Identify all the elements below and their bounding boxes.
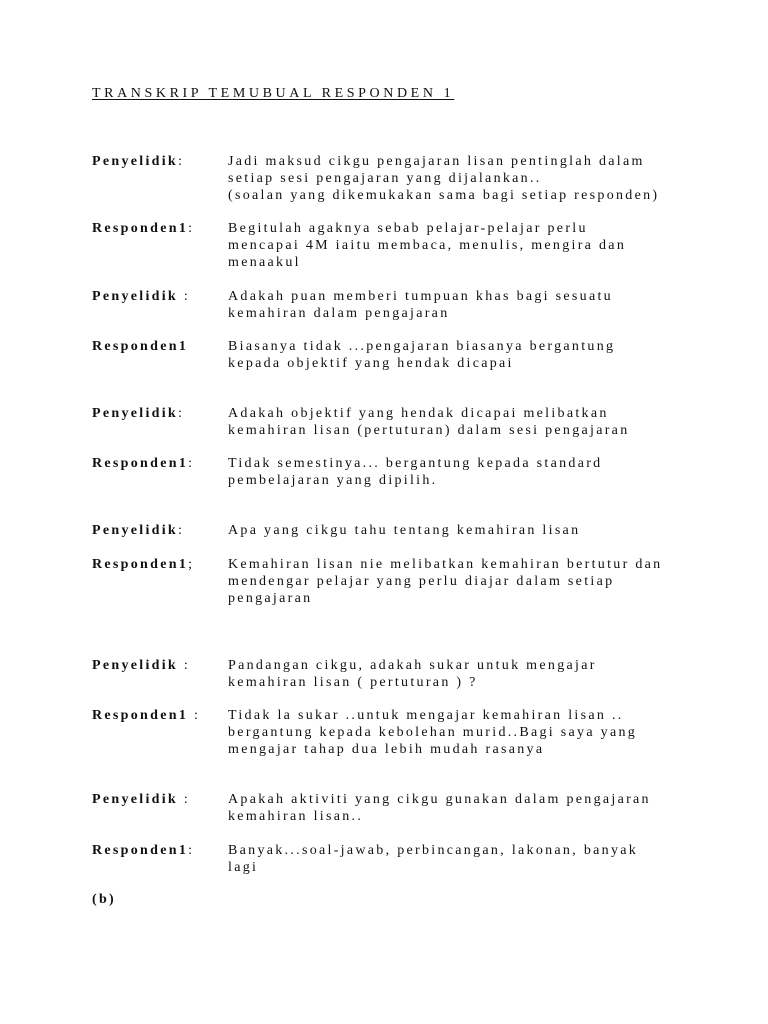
speaker-separator: : <box>178 406 185 421</box>
speaker-name: Responden1 <box>92 708 189 723</box>
utterance-line: Apakah aktiviti yang cikgu gunakan dalam pengajaran <box>228 792 651 807</box>
utterance-line: Apa yang cikgu tahu tentang kemahiran lisan <box>228 523 581 538</box>
utterance-line: bergantung kepada kebolehan murid..Bagi saya yang <box>228 725 638 740</box>
utterance-line: kemahiran lisan.. <box>228 809 364 824</box>
utterance-line: Tidak semestinya... bergantung kepada standard <box>228 456 603 471</box>
speaker-name: Responden1 <box>92 221 189 236</box>
utterance-text <box>228 288 698 322</box>
utterance-line: pembelajaran yang dipilih. <box>228 473 438 488</box>
speaker-separator: : <box>178 154 185 169</box>
speaker-label <box>92 707 200 724</box>
speaker-separator: : <box>178 792 191 807</box>
speaker-separator: : <box>188 843 195 858</box>
speaker-name: Responden1 <box>92 456 189 471</box>
speaker-name: Responden1 <box>92 843 189 858</box>
utterance-line: Jadi maksud cikgu pengajaran lisan pentinglah dalam <box>228 154 645 169</box>
utterance-line: kepada objektif yang hendak dicapai <box>228 356 514 371</box>
speaker-label <box>92 405 184 422</box>
utterance-line: setiap sesi pengajaran yang dijalankan.. <box>228 171 542 186</box>
utterance-line: Adakah puan memberi tumpuan khas bagi sesuatu <box>228 289 613 304</box>
utterance-line: Begitulah agaknya sebab pelajar-pelajar perlu <box>228 221 588 236</box>
utterance-text <box>228 842 698 876</box>
utterance-line: (soalan yang dikemukakan sama bagi setiap responden) <box>228 188 660 203</box>
speaker-label <box>92 455 194 472</box>
utterance-text <box>228 556 698 607</box>
utterance-text <box>228 455 698 489</box>
speaker-separator: : <box>178 658 191 673</box>
utterance-line: Kemahiran lisan nie melibatkan kemahiran bertutur dan <box>228 557 663 572</box>
utterance-text <box>228 153 698 204</box>
speaker-label <box>92 153 184 170</box>
speaker-name: Penyelidik <box>92 289 179 304</box>
speaker-label <box>92 338 188 355</box>
utterance-line: Pandangan cikgu, adakah sukar untuk mengajar <box>228 658 597 673</box>
speaker-separator: : <box>178 289 191 304</box>
speaker-label <box>92 842 194 859</box>
speaker-name: Penyelidik <box>92 792 179 807</box>
utterance-line: mendengar pelajar yang perlu diajar dalam setiap <box>228 574 615 589</box>
speaker-name: Responden1 <box>92 339 189 354</box>
utterance-text <box>228 791 698 825</box>
utterance-text <box>228 522 698 539</box>
utterance-text <box>228 657 698 691</box>
speaker-label <box>92 657 190 674</box>
utterance-text <box>228 707 698 758</box>
utterance-line: kemahiran lisan ( pertuturan ) ? <box>228 675 478 690</box>
utterance-text <box>228 220 698 271</box>
speaker-separator: ; <box>188 557 195 572</box>
speaker-label <box>92 791 190 808</box>
speaker-separator: : <box>188 456 195 471</box>
speaker-name: Penyelidik <box>92 406 179 421</box>
speaker-separator: : <box>178 523 185 538</box>
utterance-line: mengajar tahap dua lebih mudah rasanya <box>228 742 545 757</box>
speaker-label <box>92 220 194 237</box>
utterance-line: kemahiran dalam pengajaran <box>228 306 450 321</box>
utterance-text <box>228 405 698 439</box>
speaker-separator: : <box>188 221 195 236</box>
utterance-line: Adakah objektif yang hendak dicapai melibatkan <box>228 406 609 421</box>
utterance-text <box>228 338 698 372</box>
speaker-label <box>92 556 194 573</box>
speaker-name: Penyelidik <box>92 658 179 673</box>
utterance-line: menaakul <box>228 255 301 270</box>
speaker-name: Penyelidik <box>92 154 179 169</box>
document-title: TRANSKRIP TEMUBUAL RESPONDEN 1 <box>92 86 455 101</box>
utterance-line: Biasanya tidak ...pengajaran biasanya bergantung <box>228 339 616 354</box>
speaker-label <box>92 288 190 305</box>
speaker-name: Responden1 <box>92 557 189 572</box>
utterance-line: kemahiran lisan (pertuturan) dalam sesi pengajaran <box>228 423 630 438</box>
utterance-line: lagi <box>228 860 259 875</box>
utterance-line: Banyak...soal-jawab, perbincangan, lakonan, banyak <box>228 843 639 858</box>
speaker-label <box>92 522 184 539</box>
section-marker: (b) <box>92 892 117 907</box>
speaker-separator: : <box>188 708 201 723</box>
utterance-line: mencapai 4M iaitu membaca, menulis, mengira dan <box>228 238 627 253</box>
speaker-name: Penyelidik <box>92 523 179 538</box>
utterance-line: Tidak la sukar ..untuk mengajar kemahiran lisan .. <box>228 708 624 723</box>
utterance-line: pengajaran <box>228 591 313 606</box>
